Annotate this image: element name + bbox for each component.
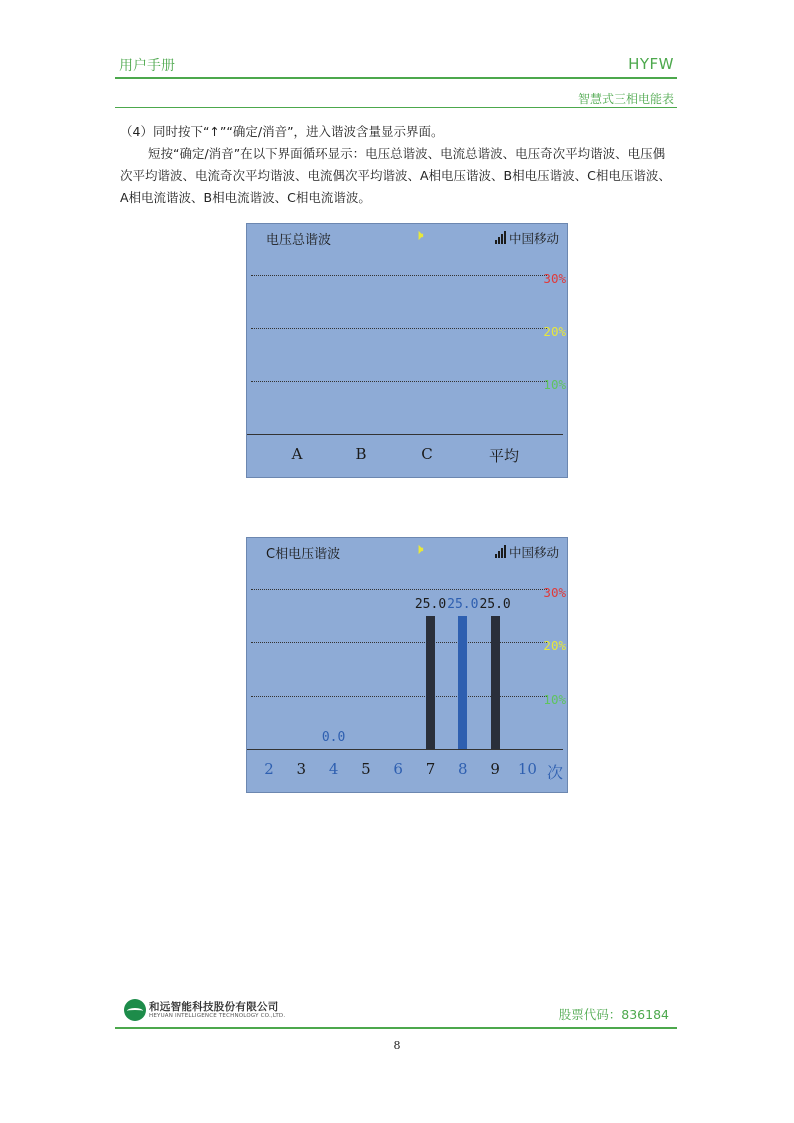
instruction-step: （4）同时按下“↑”“确定/消音”，进入谐波含量显示界面。 xyxy=(120,124,444,139)
harmonic-bar-9 xyxy=(491,616,500,749)
gridline-20 xyxy=(251,642,547,643)
harmonic-order-label-8: 8 xyxy=(458,760,468,778)
gridline-20 xyxy=(251,328,547,329)
category-average: 平均 xyxy=(488,447,520,465)
harmonic-bar-7 xyxy=(426,616,435,749)
stock-code: 股票代码：836184 xyxy=(558,1007,669,1022)
manual-title: 用户手册 xyxy=(119,58,175,74)
company-name-cn: 和远智能科技股份有限公司 xyxy=(149,1001,279,1013)
harmonic-order-label-7: 7 xyxy=(425,760,436,778)
mute-icon: 🕨 xyxy=(415,228,424,243)
screen-title: C相电压谐波 xyxy=(266,547,341,562)
header-subdivider xyxy=(115,107,677,108)
harmonic-order-label-2: 2 xyxy=(264,760,274,778)
brand-code: HYFW xyxy=(628,55,674,73)
instruction-paragraph: 短按“确定/消音”在以下界面循环显示：电压总谐波、电流总谐波、电压奇次平均谐波、电压偶次平均谐波、电流奇次平均谐波、电流偶次平均谐波、A相电压谐波、B相电压谐波、C相电压谐波、A相电流谐波、B相电流谐波、C相电流谐波。 xyxy=(120,146,671,205)
gridline-10 xyxy=(251,381,547,382)
x-axis xyxy=(247,749,563,750)
harmonic-order-label-5: 5 xyxy=(361,760,371,778)
level-label-10: 10% xyxy=(543,377,566,392)
harmonic-value-label-9: 25.0 xyxy=(479,596,511,612)
gridline-10 xyxy=(251,696,547,697)
category-a: A xyxy=(291,445,303,463)
harmonic-value-label-8: 25.0 xyxy=(447,596,479,612)
signal-bars-icon xyxy=(495,545,507,561)
instruction-text xyxy=(120,121,672,209)
category-c: C xyxy=(421,445,433,463)
harmonic-order-label-3: 3 xyxy=(296,760,307,778)
x-unit-label: 次 xyxy=(546,763,564,782)
product-name: 智慧式三相电能表 xyxy=(577,92,674,106)
harmonic-value-label-7: 25.0 xyxy=(414,596,447,612)
gridline-30 xyxy=(251,589,547,590)
level-label-10: 10% xyxy=(543,692,566,707)
x-axis xyxy=(247,434,563,435)
harmonic-order-label-6: 6 xyxy=(393,760,403,778)
harmonic-order-label-4: 4 xyxy=(328,760,339,778)
signal-status xyxy=(495,543,559,561)
company-name-en: HEYUAN INTELLIGENCE TECHNOLOGY CO.,LTD. xyxy=(149,1013,286,1019)
harmonic-bar-8 xyxy=(458,616,467,749)
mute-icon: 🕨 xyxy=(415,542,424,557)
harmonic-value-label-4: 0.0 xyxy=(321,730,346,745)
gridline-30 xyxy=(251,275,547,276)
screen-voltage-total-harmonic xyxy=(246,223,568,478)
harmonic-order-label-10: 10 xyxy=(517,760,537,778)
page-number: 8 xyxy=(393,1039,401,1052)
company-logo-icon xyxy=(124,999,146,1021)
level-label-20: 20% xyxy=(543,324,566,339)
category-b: B xyxy=(355,445,367,463)
signal-bars-icon xyxy=(495,231,507,247)
footer-divider xyxy=(115,1027,677,1029)
signal-status xyxy=(495,229,559,247)
screen-phase-c-voltage-harmonic xyxy=(246,537,568,793)
carrier-name: 中国移动 xyxy=(508,545,559,560)
level-label-30: 30% xyxy=(543,271,566,286)
level-label-20: 20% xyxy=(543,638,566,653)
carrier-name: 中国移动 xyxy=(508,231,559,246)
screen-title: 电压总谐波 xyxy=(266,233,332,248)
header-divider xyxy=(115,77,677,79)
harmonic-order-label-9: 9 xyxy=(490,760,500,778)
level-label-30: 30% xyxy=(543,585,566,600)
